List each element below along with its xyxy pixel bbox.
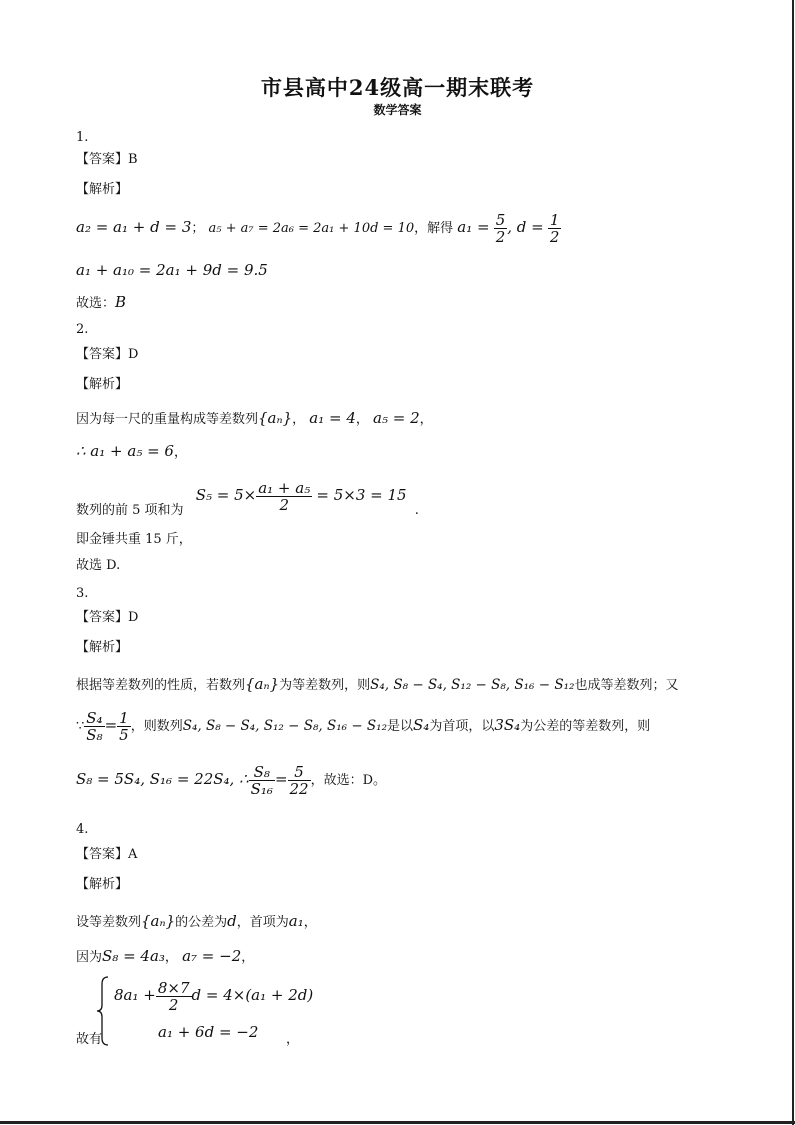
q4-eq1: S₈ = 4a₃: [102, 947, 165, 965]
q1-solve-text: ，解得: [414, 221, 454, 236]
q4-answer: 【答案】A: [76, 847, 138, 862]
q4-comma1: ，: [164, 950, 178, 965]
q3-ratio4-num: 5: [288, 764, 311, 781]
q3-because: ∵: [76, 719, 85, 734]
q3-ratio2-num: 1: [119, 709, 129, 727]
q2-text1: 因为每一尺的重量构成等差数列: [76, 412, 259, 427]
q3-line1: [76, 676, 678, 694]
q3-analysis-label: 【解析】: [76, 640, 129, 655]
q1-d-num: 1: [549, 211, 560, 229]
q2-comma1: ，: [292, 412, 306, 427]
q2-seq: {aₙ}: [258, 409, 293, 427]
q2-s5-den: 2: [279, 496, 289, 514]
q3-expr2: S₄, S₈ − S₄, S₁₂ − S₈, S₁₆ − S₁₂: [182, 718, 388, 734]
q2-period: .: [414, 503, 419, 518]
q3-line2: [76, 710, 650, 743]
q3-text7: 为公差的等差数列，则: [520, 719, 651, 734]
q4-sys1-a: 8a₁ +: [114, 986, 156, 1004]
q2-text4: 故选 D.: [76, 558, 121, 573]
q3-ratio4-den: 22: [289, 780, 309, 798]
q1-a1-fraction: [494, 212, 508, 245]
q3-ratio3-eq: =: [274, 770, 288, 788]
q1-analysis-label: 【解析】: [76, 182, 129, 197]
q4-sys1-fraction: [156, 980, 192, 1013]
q3-text3: 也成等差数列；又: [574, 678, 679, 693]
q3-ds4: 3S₄: [494, 716, 521, 734]
q4-eq2: a₇ = −2: [182, 947, 242, 965]
q2-s5-num: a₁ + a₅: [258, 479, 311, 497]
q1-eq1: a₂ = a₁ + d = 3: [76, 218, 192, 236]
q4-number: 4.: [76, 822, 89, 837]
q2-comma2: ，: [355, 412, 369, 427]
page-right-border: [792, 0, 794, 1125]
q3-s4: S₄: [413, 716, 430, 734]
q4-text6: 故有: [76, 1032, 103, 1047]
q4-comma3: ，: [286, 1032, 300, 1047]
q4-system-eq2: a₁ + 6d = −2: [158, 1023, 259, 1041]
q2-comma4: ，: [173, 445, 187, 460]
q1-eq2: a₅ + a₇ = 2a₆ = 2a₁ + 10d = 10: [208, 221, 415, 236]
q4-comma2: ，: [241, 950, 255, 965]
q3-ratio4-fraction: [288, 764, 311, 797]
q1-choose-text: 故选：: [76, 296, 116, 311]
q1-d-fraction: [548, 212, 562, 245]
q1-d-den: 2: [549, 228, 560, 246]
q1-choose-value: B: [115, 293, 127, 311]
q4-text1: 设等差数列: [76, 915, 142, 930]
q3-ratio1-fraction: [84, 710, 104, 743]
q3-text8: ，故选：D。: [310, 773, 387, 788]
q2-line3: [76, 480, 419, 519]
q1-a1-lhs: a₁ =: [457, 218, 490, 236]
q3-text5: 是以: [387, 719, 414, 734]
q4-sys1-b: d = 4×(a₁ + 2d): [191, 986, 314, 1004]
q2-a5: a₅ = 2: [373, 409, 420, 427]
q4-line1: [76, 913, 317, 931]
q1-choose-line: [76, 294, 126, 312]
q4-system-eq1: [114, 980, 313, 1013]
q1-solution-line: [76, 212, 561, 245]
q2-text2: 数列的前 5 项和为: [76, 503, 184, 518]
q2-s5-rhs: = 5×3 = 15: [316, 486, 407, 504]
q4-line2: [76, 948, 254, 966]
q3-ratio1-num: S₄: [86, 709, 103, 727]
q3-seq: {aₙ}: [245, 675, 280, 693]
q3-ratio3-fraction: [249, 764, 275, 797]
q4-sys1-num: 8×7: [157, 979, 190, 997]
q2-s5-fraction: [256, 480, 312, 513]
q4-a1: a₁: [288, 912, 304, 930]
q1-a1-num: 5: [495, 211, 506, 229]
q4-sys1-den: 2: [168, 996, 179, 1014]
q4-d: d: [227, 912, 237, 930]
q1-d-lhs: , d =: [507, 218, 544, 236]
q4-text2: 的公差为: [175, 915, 228, 930]
q3-expr1: S₄, S₈ − S₄, S₁₂ − S₈, S₁₆ − S₁₂: [370, 677, 575, 693]
q3-ratio3-den: S₁₆: [250, 780, 273, 798]
page-bottom-border: [0, 1121, 795, 1124]
q3-expr3: S₈ = 5S₄, S₁₆ = 22S₄, ∴: [76, 770, 249, 788]
q3-text1: 根据等差数列的性质，若数列: [76, 678, 246, 693]
q1-a1-den: 2: [495, 228, 506, 246]
q3-line3: [76, 764, 386, 797]
page-subtitle: 数学答案: [373, 103, 422, 117]
q2-answer: 【答案】D: [76, 347, 139, 362]
q3-ratio3-num: S₈: [249, 764, 275, 781]
q3-ratio2-fraction: [117, 710, 131, 743]
q3-text2: 为等差数列，则: [279, 678, 371, 693]
q2-number: 2.: [76, 322, 89, 337]
q2-text3: 即金锤共重 15 斤，: [76, 532, 192, 547]
q3-ratio2-den: 5: [119, 726, 129, 744]
q3-text4: ，则数列: [130, 719, 183, 734]
page-title: 市县高中24级高一期末联考: [260, 75, 535, 100]
q4-analysis-label: 【解析】: [76, 877, 129, 892]
q4-text5: 因为: [76, 950, 103, 965]
q1-number: 1.: [76, 130, 89, 145]
q2-s5-lhs: S₅ = 5×: [195, 486, 257, 504]
q2-line1: [76, 410, 433, 428]
q4-seq: {aₙ}: [141, 912, 176, 930]
q2-comma3: ，: [419, 412, 433, 427]
q3-answer: 【答案】D: [76, 610, 139, 625]
q2-therefore: ∴ a₁ + a₅ = 6: [76, 442, 174, 460]
q2-line2: [76, 443, 187, 461]
q4-text4: ，: [303, 915, 317, 930]
q3-text6: 为首项，以: [429, 719, 495, 734]
q1-separator: ；: [191, 221, 205, 236]
q3-ratio1-eq: =: [104, 716, 118, 734]
q3-number: 3.: [76, 586, 89, 601]
q1-eq3: a₁ + a₁₀ = 2a₁ + 9d = 9.5: [76, 261, 268, 279]
q2-analysis-label: 【解析】: [76, 377, 129, 392]
q2-a1: a₁ = 4: [309, 409, 356, 427]
q1-answer: 【答案】B: [76, 152, 138, 167]
q4-text3: ，首项为: [236, 915, 289, 930]
q3-ratio1-den: S₈: [86, 726, 103, 744]
